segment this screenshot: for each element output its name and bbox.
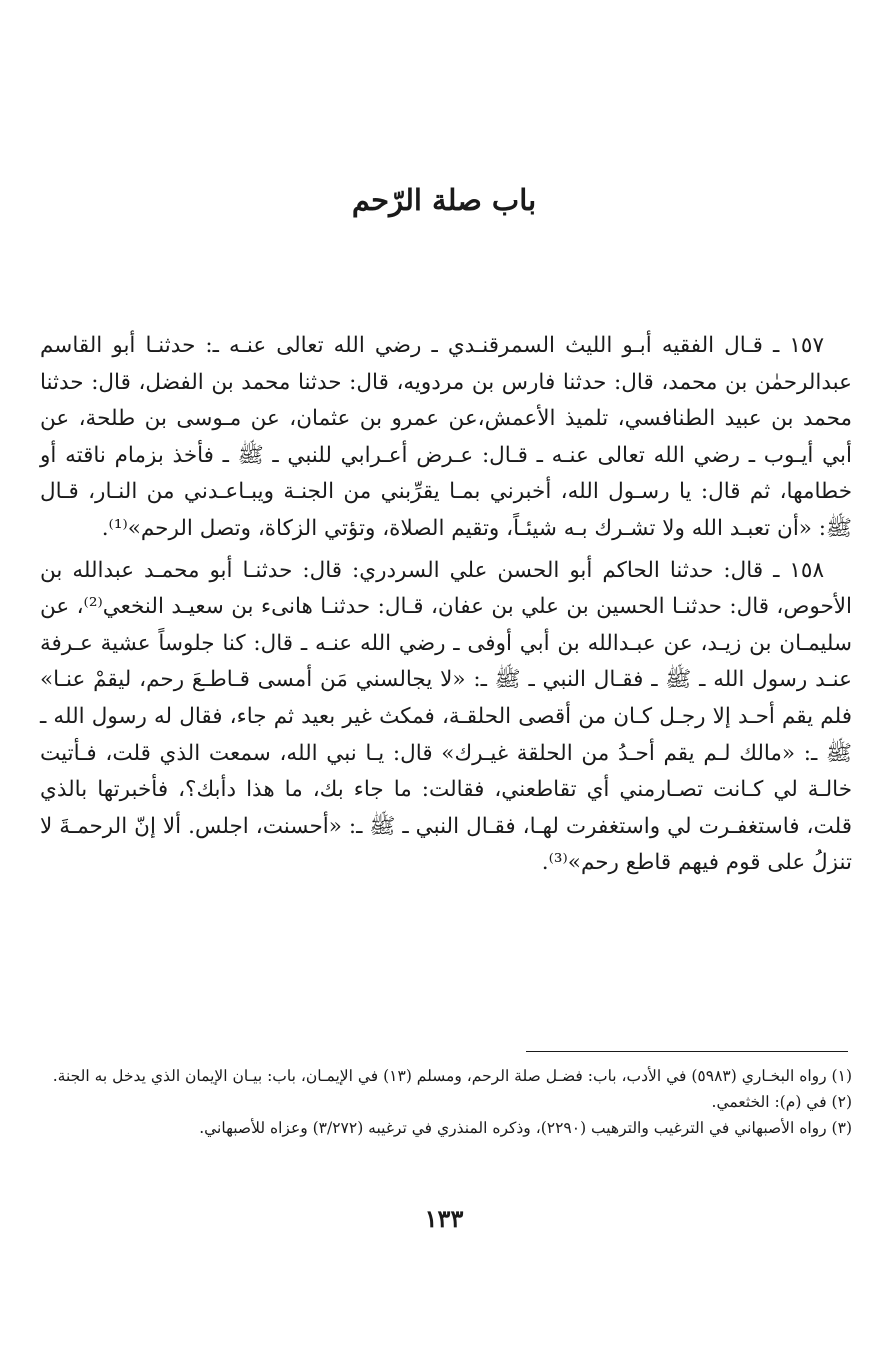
chapter-title: باب صلة الرّحم	[351, 183, 537, 217]
hadith-157-paragraph: ١٥٧ ـ قـال الفقيه أبـو الليث السمرقنـدي ـ رضي الله تعالى عنـه ـ: حدثنـا أبو القاسم عبدالرحمٰن بن محمد، قال: حدثنا فارس بن مردويه، قال: حدثنا محمد بن الفضل، قال: حدثنا محمد بن عبيد الطنافسي، تلميذ الأعمش،عن عمرو بن عثمان، عن مـوسى بن طلحة، عن أبي أيـوب ـ رضي الله تعالى عنـه ـ قـال: عـرض أعـرابي للنبي ـ ﷺ ـ فأخذ بزمام ناقته أو خطامها، ثم قال: يا رسـول الله، أخبرني بمـا يقرِّبني من الجنـة ويبـاعـدني من النـار، قـال ﷺ: «أن تعبـد الله ولا تشـرك بـه شيئـاً، وتقيم الصلاة، وتؤتي الزكاة، وتصل الرحم»⁽¹⁾.	[40, 333, 852, 541]
main-text	[40, 328, 852, 882]
page-number: ١٣٣	[424, 1204, 464, 1233]
footnote-3: (٣) رواه الأصبهاني في الترغيب والترهيب (٢٢٩٠)، وذكره المنذري في ترغيبه (٣/٢٧٢) وعزاه للأصبهاني.	[199, 1119, 852, 1137]
footnote-1: (١) رواه البخـاري (٥٩٨٣) في الأدب، باب: فضـل صلة الرحم، ومسلم (١٣) في الإيمـان، باب: بيـان الإيمان الذي يدخل به الجنة.	[52, 1067, 852, 1085]
hadith-158-paragraph: ١٥٨ ـ قال: حدثنا الحاكم أبو الحسن علي السردري: قال: حدثنـا أبو محمـد عبدالله بن الأحوص، قال: حدثنـا الحسين بن علي بن عفان، قـال: حدثنـا هانىء بن سعيـد النخعي⁽²⁾، عن سليمـان بن زيـد، عن عبـدالله بن أبي أوفى ـ رضي الله عنـه ـ قال: كنا جلوساً عشية عـرفة عنـد رسول الله ـ ﷺ ـ فقـال النبي ـ ﷺ ـ: «لا يجالسني مَن أمسى قـاطـعَ رحم، ليقمْ عنـا» فلم يقم أحـد إلا رجـل كـان من أقصى الحلقـة، فمكث غير بعيد ثم جاء، فقال له رسول الله ـ ﷺ ـ: «مالك لـم يقم أحـدُ من الحلقة غيـرك» قال: يـا نبي الله، سمعت الذي قلت، فـأتيت خالـة لي كـانت تصـارمني أي تقاطعني، فقالت: ما جاء بك، ما هذا دأبك؟، فأخبرتها بالذي قلت، فاستغفـرت لي واستغفرت لهـا، فقـال النبي ـ ﷺ ـ: «أحسنت، اجلس. ألا إنّ الرحمـةَ لا تنزلُ على قوم فيهم قاطع رحم»⁽³⁾.	[40, 557, 852, 876]
footnote-2: (٢) في (م): الخثعمي.	[711, 1093, 852, 1111]
footnotes	[40, 1065, 852, 1143]
footnote-separator	[526, 1051, 848, 1052]
